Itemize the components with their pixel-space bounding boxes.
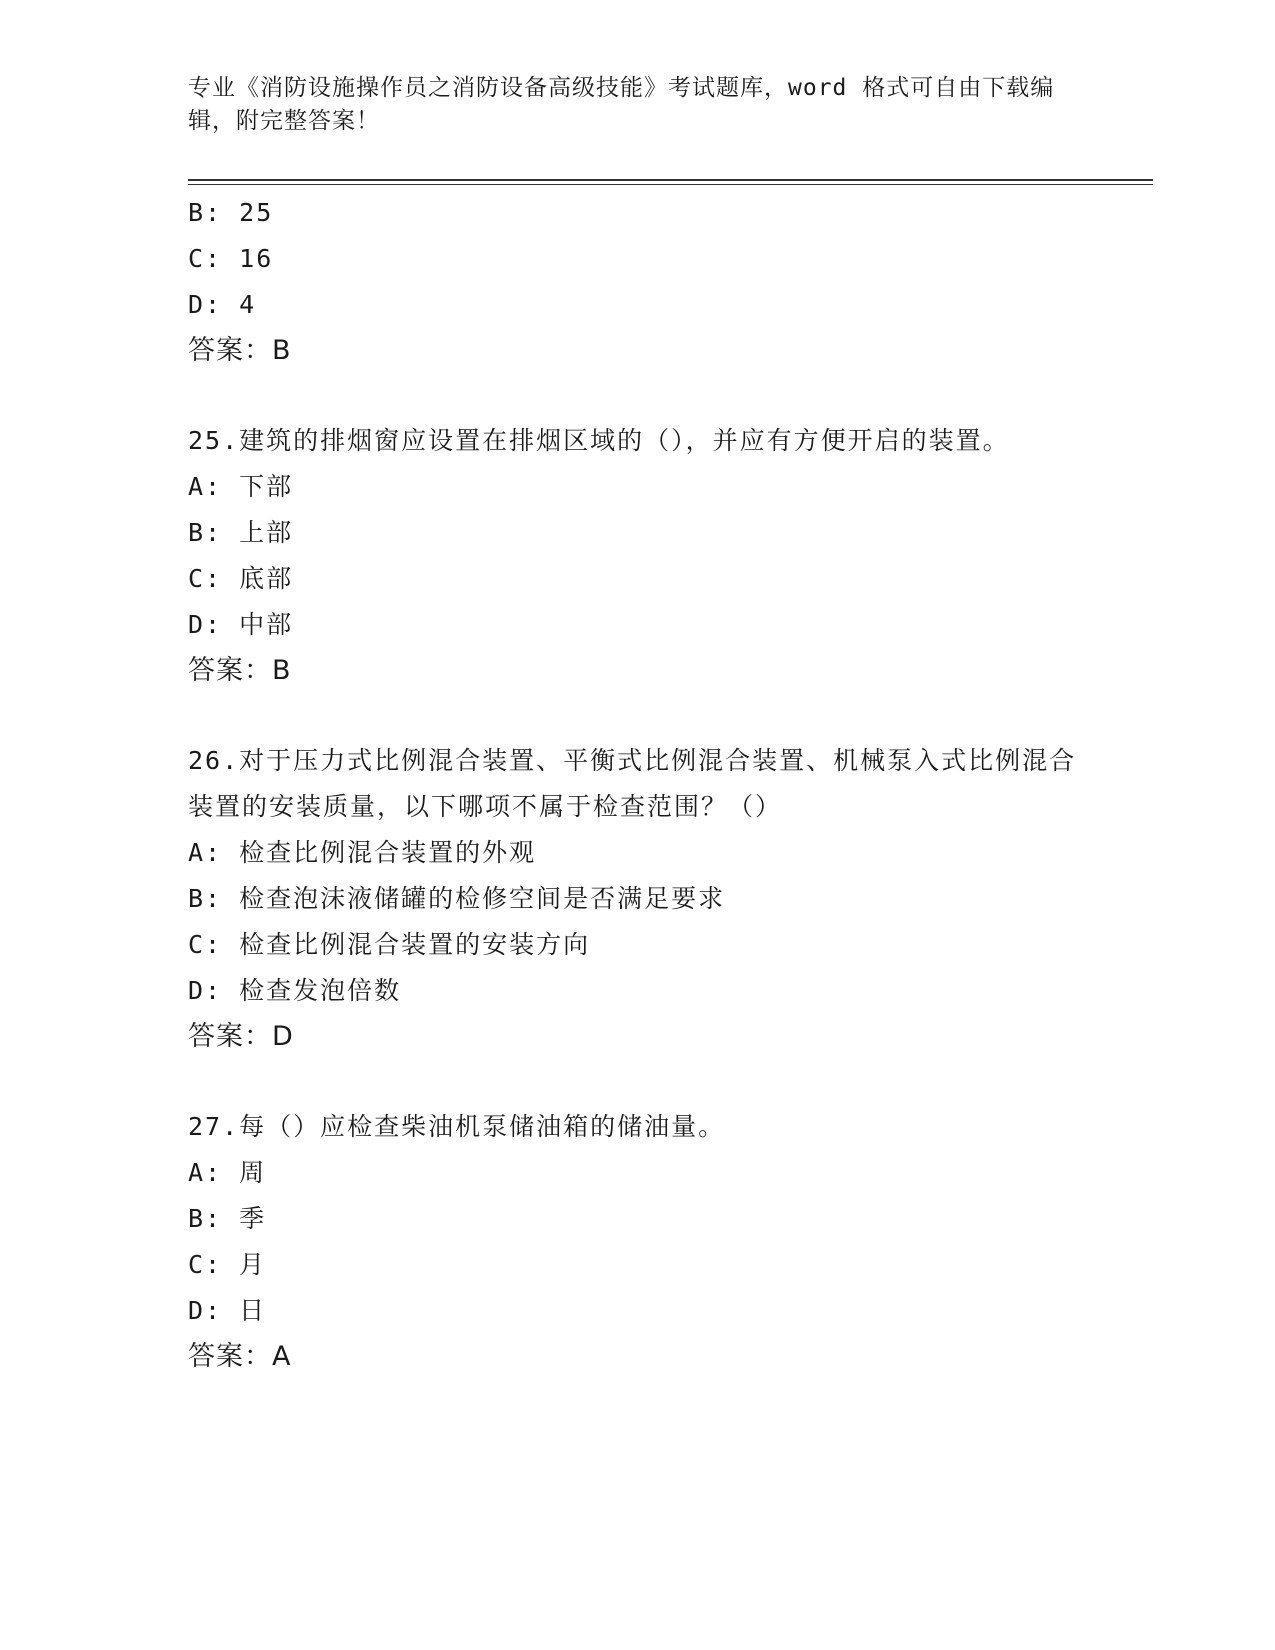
option-d: D: 4 [188,290,257,319]
option-d: D: 中部 [188,610,294,639]
option-b: B: 25 [188,198,274,227]
option-c: C: 检查比例混合装置的安装方向 [188,930,591,959]
option-b: B: 检查泡沫液储罐的检修空间是否满足要求 [188,884,726,913]
question-stem: 27.每（）应检查柴油机泵储油箱的储油量。 [188,1112,726,1141]
option-a: A: 周 [188,1158,267,1187]
option-b: B: 季 [188,1204,267,1233]
option-a: A: 检查比例混合装置的外观 [188,838,537,867]
question-25 [188,418,1088,694]
answer-line: 答案：D [188,1021,294,1052]
option-c: C: 底部 [188,564,294,593]
option-d: D: 检查发泡倍数 [188,976,402,1005]
option-c: C: 月 [188,1250,267,1279]
option-b: B: 上部 [188,518,294,547]
document-header: 专业《消防设施操作员之消防设备高级技能》考试题库，word 格式可自由下载编辑，附完整答案！ [188,75,1055,134]
header-rule-thick [188,179,1153,181]
question-stem: 25.建筑的排烟窗应设置在排烟区域的（），并应有方便开启的装置。 [188,426,1010,455]
answer-line: 答案：B [188,655,292,686]
answer-line: 答案：A [188,1341,292,1372]
answer-line: 答案：B [188,335,292,366]
question-26 [188,738,1088,1060]
option-a: A: 下部 [188,472,294,501]
option-d: D: 日 [188,1296,267,1325]
question-continuation [188,190,1088,374]
option-c: C: 16 [188,244,274,273]
header-rule-thin [188,184,1153,185]
question-stem: 26.对于压力式比例混合装置、平衡式比例混合装置、机械泵入式比例混合装置的安装质量，以下哪项不属于检查范围？（） [188,746,1077,821]
document-body [188,190,1088,1380]
question-27 [188,1104,1088,1380]
